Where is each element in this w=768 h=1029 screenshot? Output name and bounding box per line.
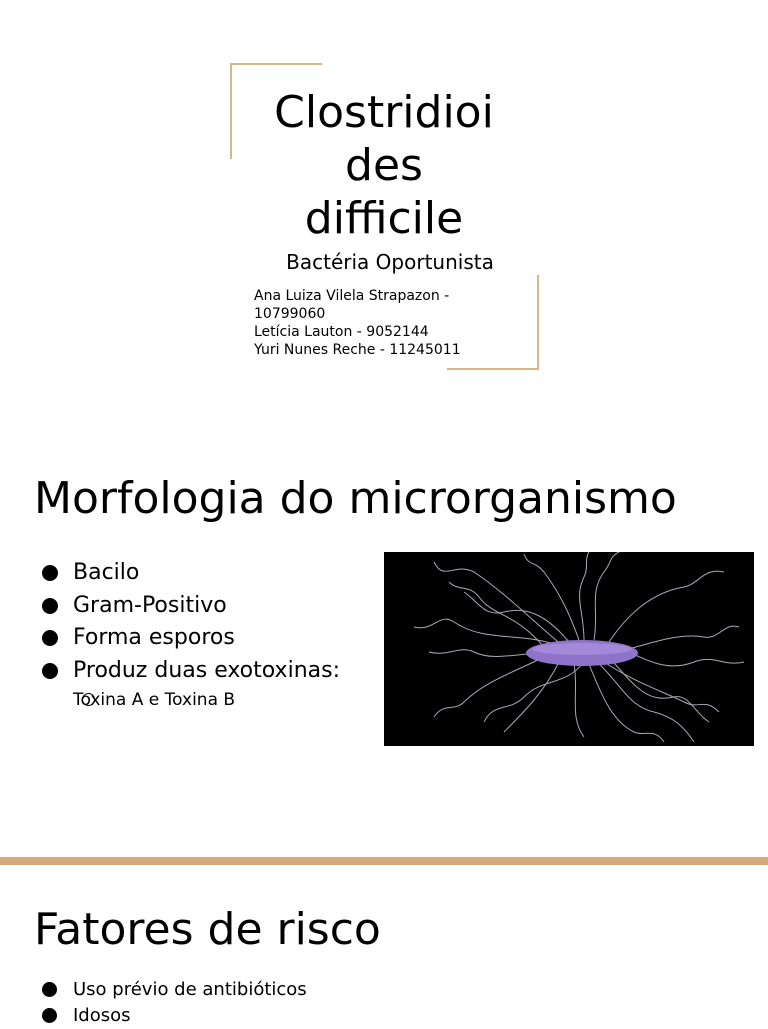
author-entry: Ana Luiza Vilela Strapazon - 10799060 <box>254 288 450 322</box>
list-item <box>40 590 340 623</box>
list-item <box>40 557 340 590</box>
bacterium-image <box>384 552 754 746</box>
bullet-dot-icon <box>42 565 58 581</box>
bullet-dot-icon <box>42 630 58 646</box>
presentation-title <box>244 86 524 245</box>
bullet-dot-icon <box>42 1008 57 1023</box>
title-slide <box>0 0 768 430</box>
risk-factors-slide <box>0 865 768 1024</box>
list-item-text: Gram-Positivo <box>73 592 227 618</box>
sub-list-item <box>40 689 340 711</box>
list-item-text: Uso prévio de antibióticos <box>73 979 307 1000</box>
sub-list-item-text: Toxina A e Toxina B <box>73 690 236 710</box>
list-item <box>40 1003 307 1029</box>
title-line: difficile <box>304 193 464 244</box>
list-item-text: Idosos <box>73 1005 131 1026</box>
title-line: des <box>345 140 423 191</box>
bullet-dot-icon <box>42 598 58 614</box>
risk-bullet-list <box>40 977 307 1029</box>
bullet-dot-icon <box>42 982 57 997</box>
bullet-ring-icon <box>82 693 95 706</box>
list-item <box>40 622 340 655</box>
bullet-dot-icon <box>42 663 58 679</box>
slide-heading: Fatores de risco <box>34 904 381 955</box>
slide-heading: Morfologia do microrganismo <box>34 473 677 524</box>
list-item-text: Bacilo <box>73 560 140 585</box>
author-list <box>254 287 484 359</box>
presentation-subtitle: Bactéria Oportunista <box>286 250 494 274</box>
list-item <box>40 977 307 1003</box>
list-item-text: Produz duas exotoxinas: <box>73 657 340 683</box>
author-entry: Letícia Lauton - 9052144 <box>254 324 429 340</box>
morphology-slide <box>0 430 768 858</box>
morphology-bullet-list <box>40 557 340 711</box>
list-item <box>40 655 340 688</box>
slide-divider <box>0 857 768 865</box>
author-entry: Yuri Nunes Reche - 11245011 <box>254 342 461 358</box>
list-item-text: Forma esporos <box>73 625 235 650</box>
title-line: Clostridioi <box>274 87 494 138</box>
